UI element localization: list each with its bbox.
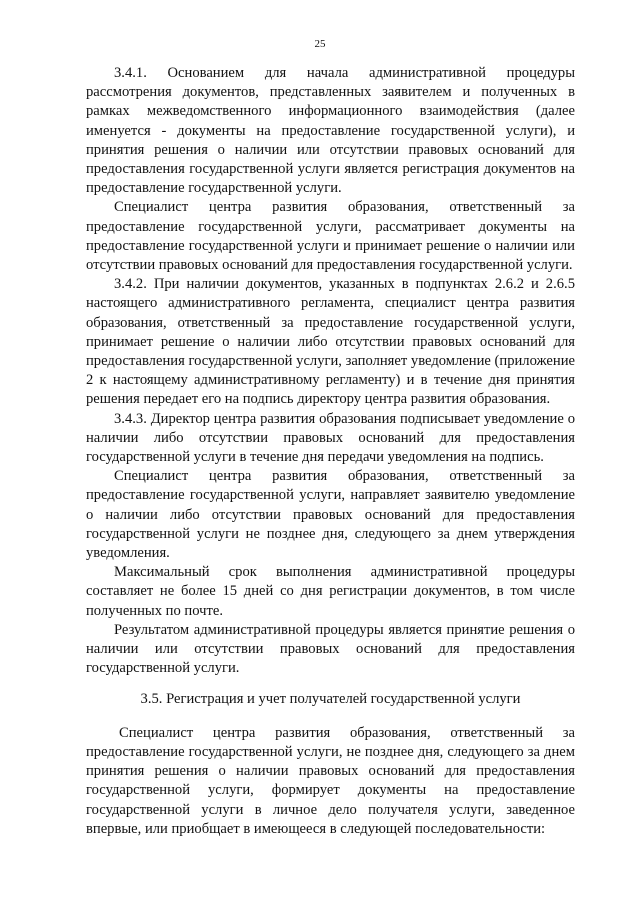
document-body [86,64,575,839]
paragraph-registration: Специалист центра развития образования, ответственный за предоставление государственной услуги, не позднее дня, следующего за днем принятия решения о наличии правовых оснований для предоставления государственной услуги, формирует документы на предоставление государственной услуги в личное дело получателя услуги, заведенное впервые, или приобщает в имеющееся в следующей последовательности: [86,724,575,837]
paragraph-result: Результатом административной процедуры является принятие решения о наличии или отсутствии правовых оснований для предоставления государственной услуги. [86,621,575,677]
paragraph-specialist-notify: Специалист центра развития образования, ответственный за предоставление государственной услуги, направляет заявителю уведомление о наличии либо отсутствии правовых оснований для предоставления государственной услуги не позднее дня, следующего за днем утверждения уведомления. [86,468,575,562]
paragraph-3-4-3: 3.4.3. Директор центра развития образования подписывает уведомление о наличии либо отсутствии правовых оснований для предоставления государственной услуги в течение дня передачи уведомления на подпись. [86,410,575,466]
paragraph-max-term: Максимальный срок выполнения административной процедуры составляет не более 15 дней со дня регистрации документов, в том числе полученных по почте. [86,564,575,619]
paragraph-3-4-1: 3.4.1. Основанием для начала административной процедуры рассмотрения документов, представленных заявителем и полученных в рамках межведомственного информационного взаимодействия (далее именуется - документы на предоставление государственной услуги), и принятия решения о наличии или отсутствии правовых оснований для предоставления государственной услуги является регистрация документов на предоставление государственной услуги. [86,65,575,197]
page-number: 25 [314,38,326,50]
paragraph-specialist-review: Специалист центра развития образования, ответственный за предоставление государственной услуги, рассматривает документы на предоставление государственной услуги и принимает решение о наличии или отсутствии правовых оснований для предоставления государственной услуги. [86,199,575,274]
section-heading-3-5: 3.5. Регистрация и учет получателей государственной услуги [140,690,521,707]
paragraph-3-4-2: 3.4.2. При наличии документов, указанных в подпунктах 2.6.2 и 2.6.5 настоящего административного регламента, специалист центра развития образования, ответственный за предоставление государственной услуги, принимает решение о наличии либо отсутствии правовых оснований для предоставления государственной услуги, заполняет уведомление (приложение 2 к настоящему административному регламенту) и в течение дня принятия решения передает его на подпись директору центра развития образования. [86,276,575,408]
